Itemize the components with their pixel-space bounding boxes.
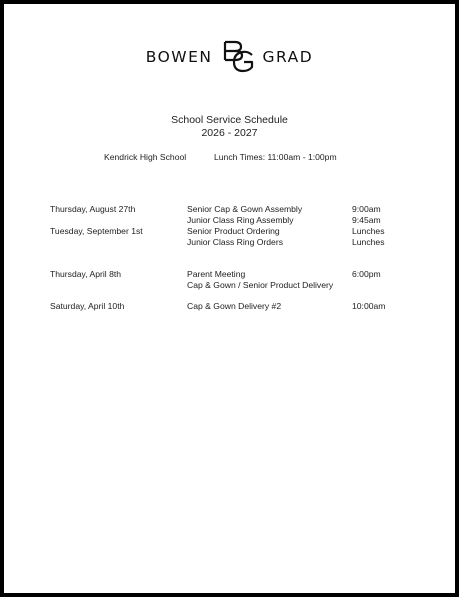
schedule-event: Cap & Gown / Senior Product Delivery	[187, 280, 334, 290]
schedule-heading	[4, 114, 455, 140]
schedule-event: Junior Class Ring Assembly	[187, 215, 294, 225]
schedule-event: Senior Cap & Gown Assembly	[187, 204, 303, 214]
schedule-time: 10:00am	[352, 301, 386, 311]
schedule-events	[187, 269, 352, 291]
lunch-times: Lunch Times: 11:00am - 1:00pm	[214, 152, 337, 162]
schedule-row	[50, 301, 410, 312]
schedule-time: 9:00am	[352, 204, 381, 214]
schedule-date: Thursday, August 27th	[50, 204, 136, 214]
document-title: School Service Schedule	[171, 114, 288, 126]
schedule-date: Saturday, April 10th	[50, 301, 125, 311]
schedule-times	[352, 301, 410, 312]
schedule-row	[50, 269, 410, 291]
school-name: Kendrick High School	[104, 152, 187, 162]
brand-logo	[4, 40, 455, 74]
brand-right-word: GRAD	[262, 48, 314, 66]
schedule-time: Lunches	[352, 226, 385, 236]
schedule-time: 6:00pm	[352, 269, 381, 279]
schedule-times	[352, 226, 410, 248]
schedule-date: Thursday, April 8th	[50, 269, 122, 279]
schedule-event: Senior Product Ordering	[187, 226, 280, 236]
schedule-event: Parent Meeting	[187, 269, 246, 279]
schedule-event: Cap & Gown Delivery #2	[187, 301, 282, 311]
schedule-list	[50, 204, 410, 312]
schedule-time: Lunches	[352, 237, 385, 247]
schedule-times	[352, 204, 410, 226]
schedule-events	[187, 301, 352, 312]
schedule-events	[187, 204, 352, 226]
schedule-time: 9:45am	[352, 215, 381, 225]
schedule-events	[187, 226, 352, 248]
brand-left-word: BOWEN	[145, 48, 213, 66]
schedule-times	[352, 269, 410, 291]
schedule-event: Junior Class Ring Orders	[187, 237, 283, 247]
school-year: 2026 - 2027	[201, 127, 258, 139]
bg-monogram-icon	[219, 40, 257, 74]
schedule-row	[50, 204, 410, 226]
schedule-date: Tuesday, September 1st	[50, 226, 143, 236]
schedule-row	[50, 226, 410, 248]
